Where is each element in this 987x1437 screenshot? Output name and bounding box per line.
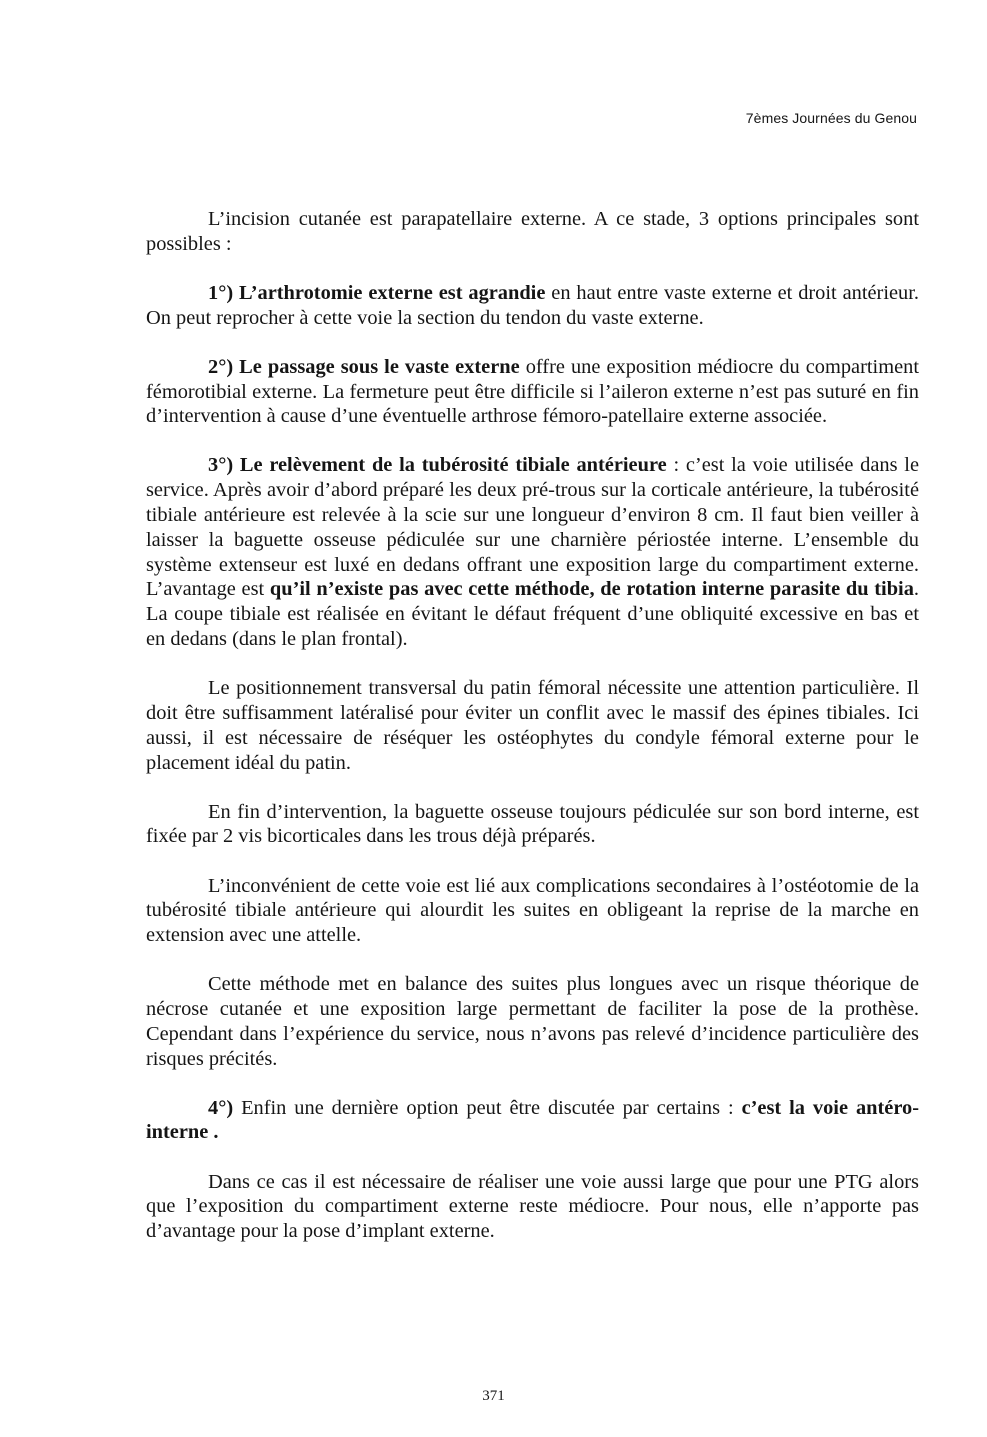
paragraph-option-2: [146, 355, 919, 429]
paragraph-intro: [146, 207, 919, 257]
paragraph-text: L’inconvénient de cette voie est lié aux complications secondaires à l’ostéotomie de la tubérosité tibiale antérieure qui alourdit les suites en obligeant la reprise de la marche en extension avec une attelle.: [146, 874, 919, 947]
paragraph-text: en haut entre vaste externe et droit antérieur. On peut reprocher à cette voie la section du tendon du vaste externe.: [146, 281, 919, 329]
page-number: 371: [482, 1388, 505, 1404]
paragraph-option-1: [146, 281, 919, 331]
emphasis-text: qu’il n’existe pas avec cette méthode, de rotation interne parasite du tibia: [269, 578, 914, 601]
paragraph-positioning: [146, 676, 919, 775]
paragraph-conclusion: [146, 1170, 919, 1244]
option-heading: 3°) Le relèvement de la tubérosité tibiale antérieure: [208, 454, 667, 477]
running-header: 7èmes Journées du Genou: [745, 110, 917, 126]
paragraph-drawback: [146, 874, 919, 948]
paragraph-text: : c’est la voie utilisée dans le service. Après avoir d’abord préparé les deux pré-trous sur la corticale antérieure, la tubérosité tibiale antérieure est relevée à la scie sur une longueur d’environ 8 cm. Il faut bien veiller à laisser la baguette osseuse pédiculée sur une charnière périostée interne. L’ensemble du système extenseur est luxé en dedans offrant une exposition large du compartiment externe. L’avantage est: [146, 454, 919, 601]
option-heading: 1°) L’arthrotomie externe est agrandie: [208, 281, 546, 304]
paragraph-fixation: [146, 800, 919, 850]
paragraph-text: Le positionnement transversal du patin fémoral nécessite une attention particulière. Il doit être suffisamment latéralisé pour éviter un conflit avec le massif des épines tibiales. Ici aussi, il est nécessaire de réséquer les ostéophytes du condyle fémoral externe pour le placement idéal du patin.: [146, 677, 919, 774]
paragraph-text: L’incision cutanée est parapatellaire externe. A ce stade, 3 options principales sont possibles :: [146, 208, 919, 255]
body-text: [146, 207, 919, 1268]
paragraph-text: Enfin une dernière option peut être discutée par certains :: [233, 1096, 742, 1119]
option-heading: 2°) Le passage sous le vaste externe: [208, 355, 520, 378]
paragraph-text: offre une exposition médiocre du compartiment fémorotibial externe. La fermeture peut être difficile si l’aileron externe n’est pas suturé en fin d’intervention à cause d’une éventuelle arthrose fémoro-patellaire externe associée.: [146, 355, 919, 428]
paragraph-text: En fin d’intervention, la baguette osseuse toujours pédiculée sur son bord interne, est fixée par 2 vis bicorticales dans les trous déjà préparés.: [146, 800, 919, 848]
paragraph-balance: [146, 972, 919, 1071]
paragraph-text: Dans ce cas il est nécessaire de réaliser une voie aussi large que pour une PTG alors que l’exposition du compartiment externe reste médiocre. Pour nous, elle n’apporte pas d’avantage pour la pose d’implant externe.: [146, 1170, 919, 1243]
paragraph-option-4: [146, 1096, 919, 1146]
emphasis-text: c’est la voie antéro-interne .: [146, 1096, 919, 1144]
option-heading: 4°): [208, 1096, 234, 1119]
paragraph-text: Cette méthode met en balance des suites plus longues avec un risque théorique de nécrose cutanée et une exposition large permettant de faciliter la pose de la prothèse. Cependant dans l’expérience du service, nous n’avons pas relevé d’incidence particulière des risques précités.: [146, 973, 919, 1070]
paragraph-text: . La coupe tibiale est réalisée en évitant le défaut fréquent d’une obliquité excessive en bas et en dedans (dans le plan frontal).: [146, 578, 920, 651]
paragraph-option-3: [146, 453, 919, 651]
